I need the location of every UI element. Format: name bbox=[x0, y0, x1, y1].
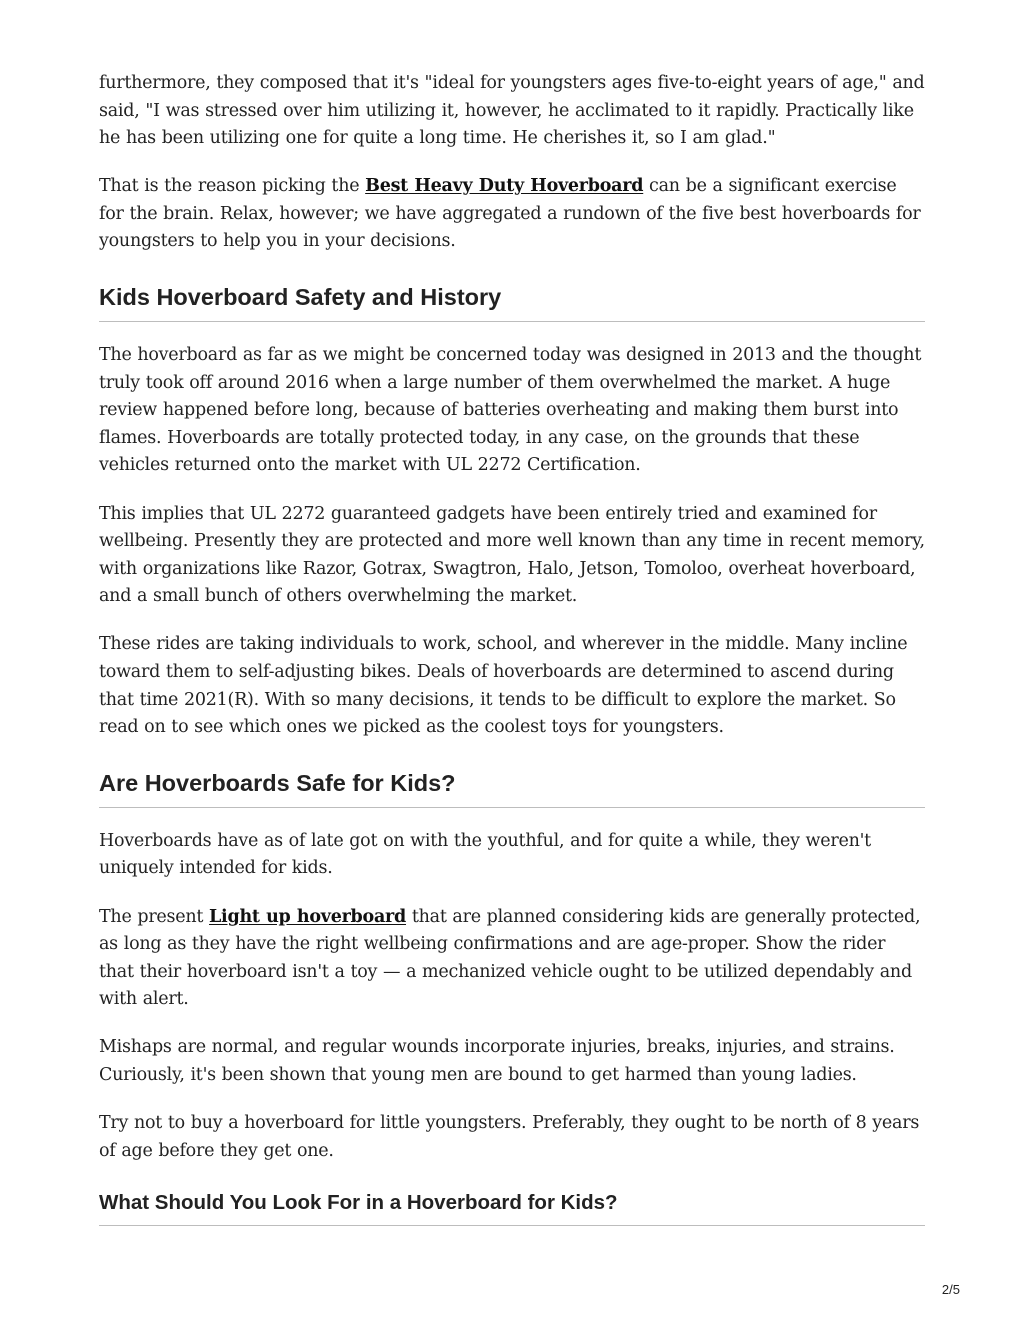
paragraph-certification: This implies that UL 2272 guaranteed gadgets have been entirely tried and examined for wellbeing. Presently they are protected and more well known than any time in recent memory, with organizations like Razor, Gotrax, Swagtron, Halo, Jetson, Tomoloo, overheat hoverboard, and a small bunch of others overwhelming the market. bbox=[99, 503, 925, 607]
paragraph-text: can be a significant exercise for the brain. Relax, however; we have aggregated a rundown of the five best hoverboards for youngsters to help you in your decisions. bbox=[99, 176, 921, 252]
page-number: 2/5 bbox=[941, 1282, 960, 1297]
heading-safety-history: Kids Hoverboard Safety and History bbox=[99, 284, 925, 322]
light-up-hoverboard-link[interactable]: Light up hoverboard bbox=[209, 906, 407, 927]
paragraph-age-advice: Try not to buy a hoverboard for little youngsters. Preferably, they ought to be north of 8 years of age before they get one. bbox=[99, 1113, 920, 1161]
paragraph-intro-quote: furthermore, they composed that it's "ideal for youngsters ages five-to-eight years of age," and said, "I was stressed over him utilizing it, however, he acclimated to it rapidly. Practically like he has been utilizing one for quite a long time. He cherishes it, so I am glad." bbox=[99, 73, 925, 149]
best-heavy-duty-hoverboard-link[interactable]: Best Heavy Duty Hoverboard bbox=[365, 176, 644, 197]
paragraph-light-up bbox=[99, 904, 925, 1014]
article-body bbox=[99, 70, 925, 1226]
paragraph-mishaps: Mishaps are normal, and regular wounds incorporate injuries, breaks, injuries, and strains. Curiously, it's been shown that young men are bound to get harmed than young ladies. bbox=[99, 1037, 895, 1085]
paragraph-text: That is the reason picking the bbox=[99, 176, 366, 197]
paragraph-history: The hoverboard as far as we might be concerned today was designed in 2013 and the thought truly took off around 2016 when a large number of them overwhelmed the market. A huge review happened before long, because of batteries overheating and making them burst into flames. Hoverboards are totally protected today, in any case, on the grounds that these vehicles returned onto the market with UL 2272 Certification. bbox=[99, 345, 922, 476]
paragraph-text: The present bbox=[99, 906, 209, 927]
paragraph-best-heavy-duty bbox=[99, 173, 925, 256]
heading-what-to-look-for: What Should You Look For in a Hoverboard for Kids? bbox=[99, 1191, 925, 1226]
heading-safe-for-kids: Are Hoverboards Safe for Kids? bbox=[99, 770, 925, 808]
paragraph-market: These rides are taking individuals to work, school, and wherever in the middle. Many incline toward them to self-adjusting bikes. Deals of hoverboards are determined to ascend during that time 2021(R). With so many decisions, it tends to be difficult to explore the market. So read on to see which ones we picked as the coolest toys for youngsters. bbox=[99, 634, 908, 738]
paragraph-text: that are planned considering kids are generally protected, as long as they have the right wellbeing confirmations and are age-proper. Show the rider that their hoverboard isn't a toy — a mechanized vehicle ought to be utilized dependably and with alert. bbox=[99, 906, 921, 1010]
paragraph-youthful: Hoverboards have as of late got on with the youthful, and for quite a while, they weren't uniquely intended for kids. bbox=[99, 830, 871, 879]
